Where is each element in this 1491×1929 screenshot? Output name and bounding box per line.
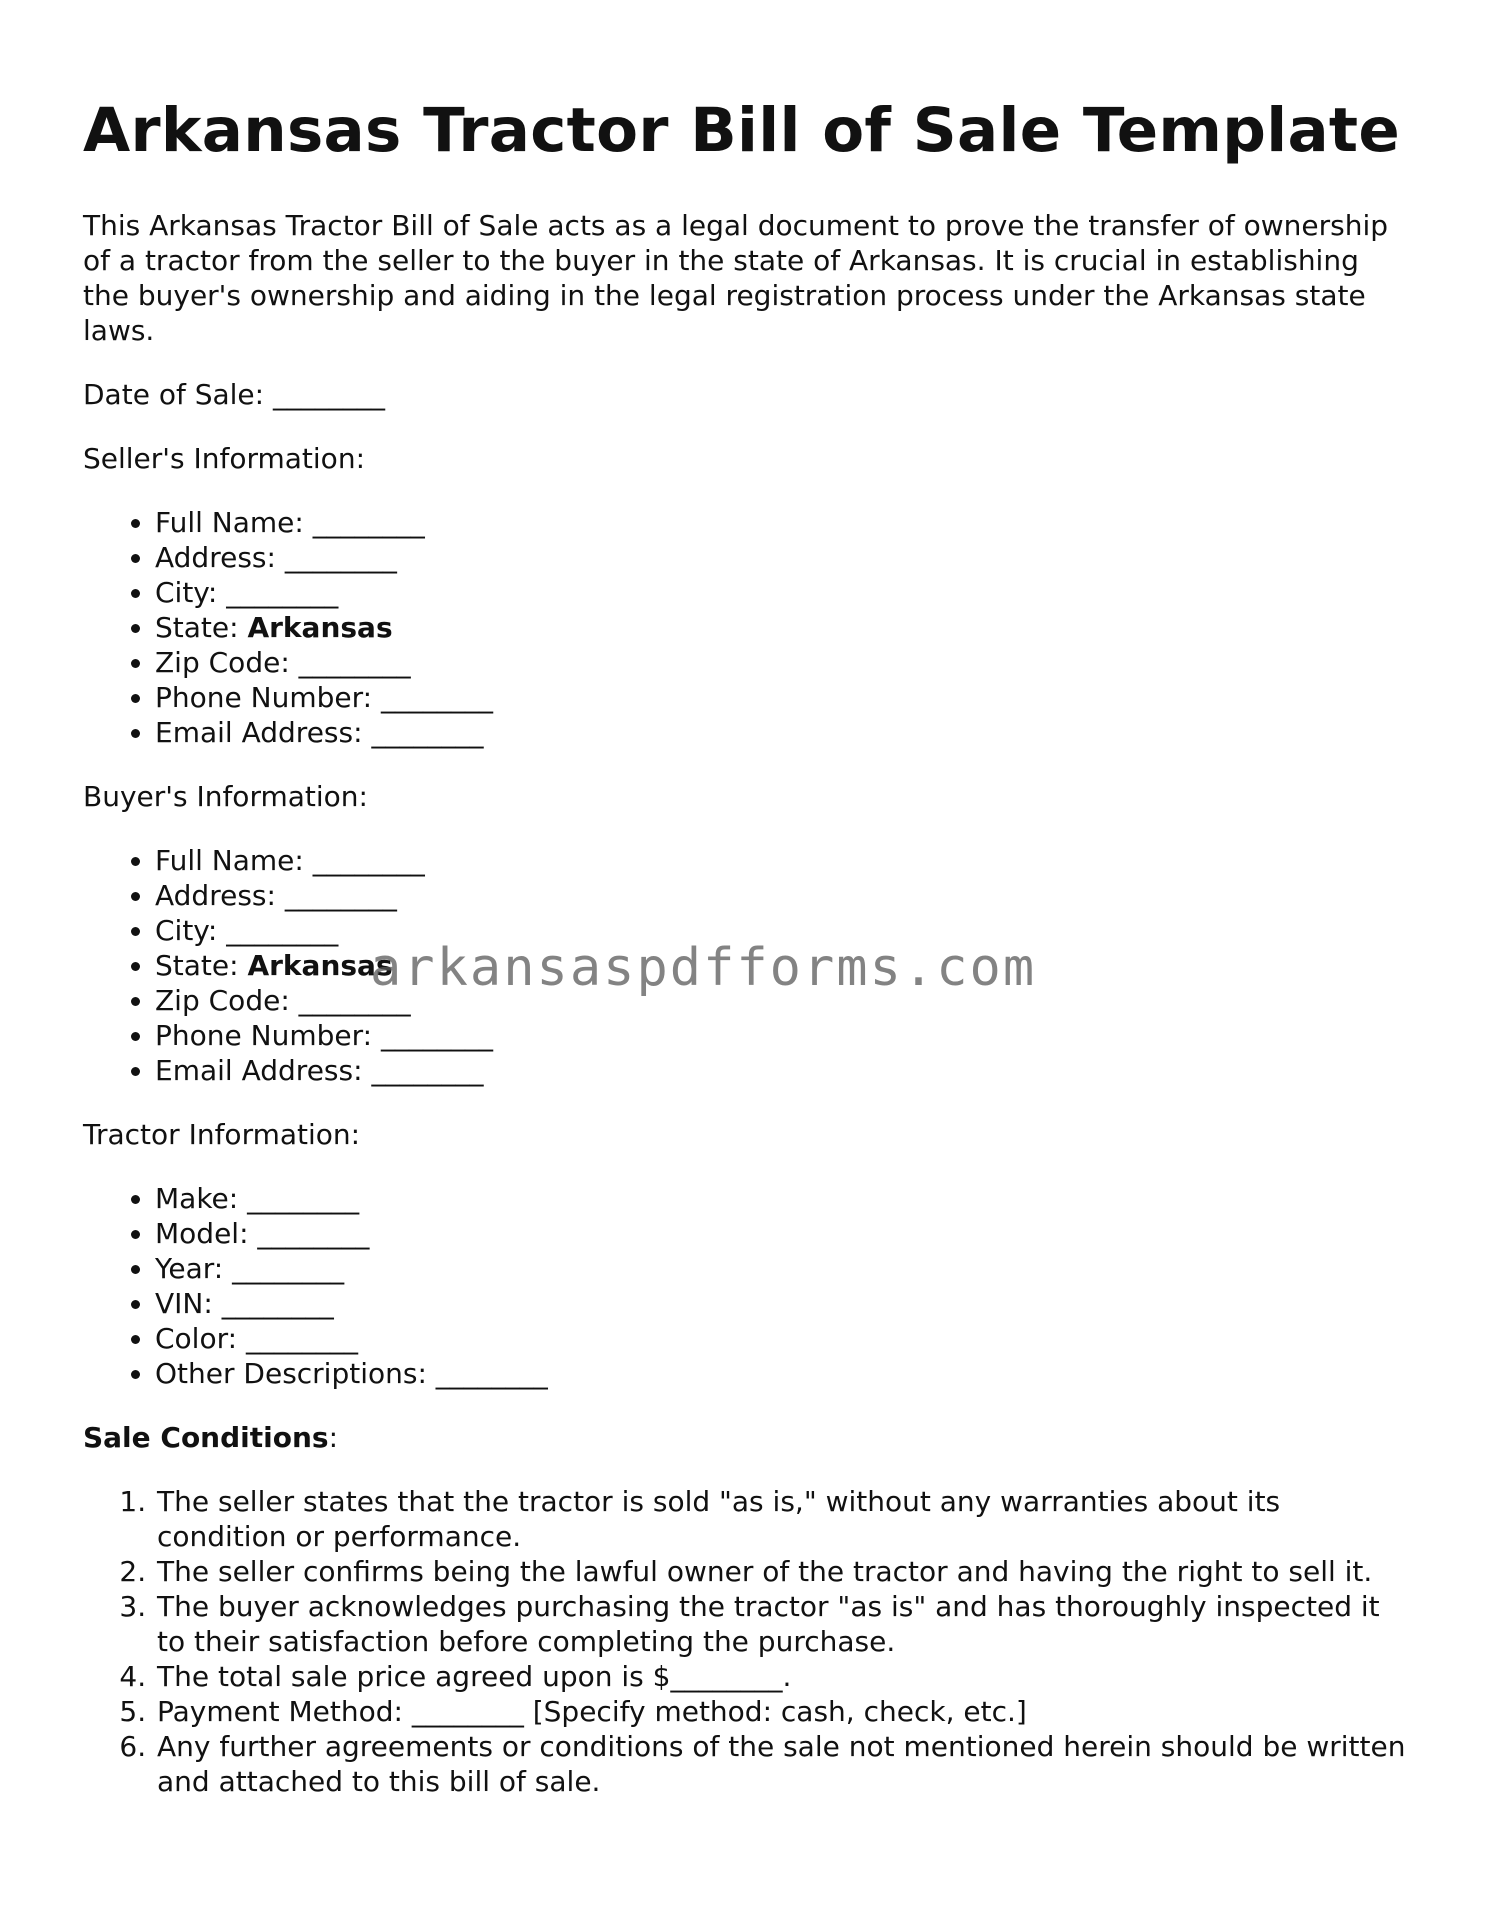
condition-item: 2. The seller confirms being the lawful owner of the tractor and having the right to sell it. (155, 1554, 1413, 1589)
condition-item: 3. The buyer acknowledges purchasing the tractor "as is" and has thoroughly inspected it to their satisfaction before completing the purchase. (155, 1589, 1413, 1659)
list-item (155, 1216, 1413, 1251)
field-label: State: (155, 949, 248, 983)
heading-suffix: : (328, 1421, 339, 1455)
list-item (155, 680, 1413, 715)
field-blank: ________ (312, 844, 425, 878)
field-blank: ________ (245, 1322, 358, 1356)
field-blank: ________ (232, 1252, 345, 1286)
list-item (155, 1356, 1413, 1391)
field-blank: ________ (257, 1217, 370, 1251)
list-item (155, 878, 1413, 913)
field-label: Email Address: (155, 1054, 372, 1088)
field-blank: ________ (312, 506, 425, 540)
field-label: State: (155, 611, 248, 645)
field-blank: ________ (284, 879, 397, 913)
date-of-sale-blank: ________ (272, 378, 385, 412)
list-item (155, 948, 1413, 983)
field-label: Address: (155, 541, 285, 575)
field-label: Email Address: (155, 716, 372, 750)
field-blank: ________ (298, 646, 411, 680)
page-title: Arkansas Tractor Bill of Sale Template (83, 95, 1401, 166)
buyer-info-list (83, 843, 1413, 1088)
field-label: Other Descriptions: (155, 1357, 436, 1391)
field-label: Phone Number: (155, 1019, 381, 1053)
sale-conditions-heading (83, 1420, 1413, 1455)
list-item (155, 505, 1413, 540)
list-item (155, 645, 1413, 680)
intro-paragraph: This Arkansas Tractor Bill of Sale acts as a legal document to prove the transfer of ownership of a tractor from the seller to the buyer in the state of Arkansas. It is crucial in establishing the buyer's ownership and aiding in the legal registration process under the Arkansas state laws. (83, 209, 1389, 348)
condition-item: 5. Payment Method: ________ [Specify method: cash, check, etc.] (155, 1694, 1413, 1729)
field-label: Address: (155, 879, 285, 913)
state-value: Arkansas (247, 611, 393, 645)
condition-item: 4. The total sale price agreed upon is $________. (155, 1659, 1413, 1694)
field-label: Phone Number: (155, 681, 381, 715)
list-item (155, 1251, 1413, 1286)
field-label: Full Name: (155, 844, 313, 878)
field-label: VIN: (155, 1287, 222, 1321)
field-blank: ________ (380, 1019, 493, 1053)
list-item (155, 1053, 1413, 1088)
field-label: Color: (155, 1322, 246, 1356)
list-item (155, 983, 1413, 1018)
field-label: Zip Code: (155, 646, 299, 680)
list-item (155, 843, 1413, 878)
watermark-text: arkansaspdfforms.com (370, 938, 1037, 998)
field-blank: ________ (226, 576, 339, 610)
list-item (155, 575, 1413, 610)
field-blank: ________ (371, 716, 484, 750)
tractor-heading: Tractor Information: (83, 1118, 361, 1152)
field-label: Make: (155, 1182, 248, 1216)
field-blank: ________ (284, 541, 397, 575)
tractor-info-list (83, 1181, 1413, 1391)
sale-conditions-list (83, 1484, 1413, 1799)
field-label: City: (155, 576, 227, 610)
seller-heading: Seller's Information: (83, 442, 365, 476)
state-value: Arkansas (247, 949, 393, 983)
field-label: Zip Code: (155, 984, 299, 1018)
seller-info-list (83, 505, 1413, 750)
list-item (155, 610, 1413, 645)
list-item (155, 1321, 1413, 1356)
date-of-sale-label: Date of Sale: (83, 378, 273, 412)
field-label: Model: (155, 1217, 258, 1251)
condition-item: 1. The seller states that the tractor is sold "as is," without any warranties about its condition or performance. (155, 1484, 1413, 1554)
list-item (155, 715, 1413, 750)
field-blank: ________ (226, 914, 339, 948)
field-blank: ________ (371, 1054, 484, 1088)
field-label: Year: (155, 1252, 233, 1286)
field-blank: ________ (247, 1182, 360, 1216)
condition-item: 6. Any further agreements or conditions of the sale not mentioned herein should be written and attached to this bill of sale. (155, 1729, 1413, 1799)
date-of-sale-line (83, 377, 1413, 412)
field-blank: ________ (435, 1357, 548, 1391)
buyer-heading: Buyer's Information: (83, 780, 368, 814)
list-item (155, 1181, 1413, 1216)
field-blank: ________ (380, 681, 493, 715)
field-label: Full Name: (155, 506, 313, 540)
list-item (155, 913, 1413, 948)
list-item (155, 540, 1413, 575)
document-page (83, 96, 1413, 1828)
field-label: City: (155, 914, 227, 948)
field-blank: ________ (298, 984, 411, 1018)
field-blank: ________ (221, 1287, 334, 1321)
list-item (155, 1018, 1413, 1053)
sale-conditions-title: Sale Conditions (83, 1421, 329, 1455)
list-item (155, 1286, 1413, 1321)
